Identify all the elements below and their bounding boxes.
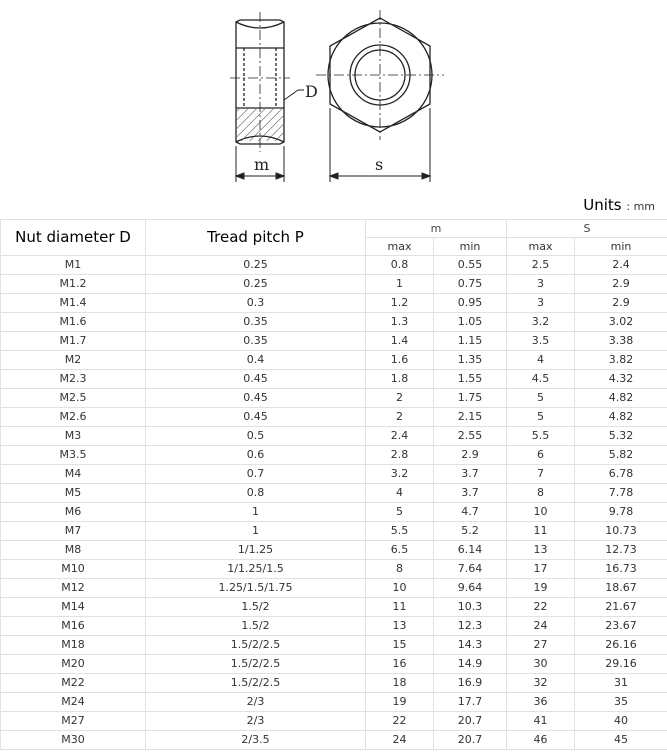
table-row — [1, 256, 667, 275]
cell-nut-diameter: M4 — [1, 465, 146, 484]
header-row-1 — [1, 220, 667, 238]
cell-m-max: 10 — [366, 579, 434, 598]
cell-s-max: 2.5 — [507, 256, 575, 275]
cell-nut-diameter: M1 — [1, 256, 146, 275]
table-row — [1, 294, 667, 313]
m-min-header: min — [434, 238, 507, 256]
cell-nut-diameter: M1.7 — [1, 332, 146, 351]
cell-s-max: 41 — [507, 712, 575, 731]
table-body — [1, 256, 667, 750]
cell-s-min: 35 — [575, 693, 667, 712]
cell-s-min: 3.02 — [575, 313, 667, 332]
cell-thread-pitch: 1.5/2/2.5 — [146, 636, 366, 655]
units-label: Units — [583, 196, 622, 214]
cell-s-max: 24 — [507, 617, 575, 636]
cell-nut-diameter: M10 — [1, 560, 146, 579]
cell-thread-pitch: 1 — [146, 503, 366, 522]
cell-m-min: 6.14 — [434, 541, 507, 560]
cell-s-min: 2.9 — [575, 275, 667, 294]
cell-s-min: 9.78 — [575, 503, 667, 522]
cell-s-min: 21.67 — [575, 598, 667, 617]
group-s: S — [507, 220, 667, 238]
cell-nut-diameter: M3.5 — [1, 446, 146, 465]
cell-s-min: 23.67 — [575, 617, 667, 636]
cell-s-max: 10 — [507, 503, 575, 522]
cell-m-max: 19 — [366, 693, 434, 712]
table-row — [1, 674, 667, 693]
diameter-leader — [284, 90, 304, 100]
cell-m-max: 18 — [366, 674, 434, 693]
cell-s-max: 19 — [507, 579, 575, 598]
table-row — [1, 712, 667, 731]
cell-m-max: 1 — [366, 275, 434, 294]
cell-s-min: 40 — [575, 712, 667, 731]
cell-m-min: 3.7 — [434, 465, 507, 484]
label-d: D — [305, 82, 318, 101]
cell-s-max: 30 — [507, 655, 575, 674]
cell-m-min: 1.35 — [434, 351, 507, 370]
cell-thread-pitch: 0.5 — [146, 427, 366, 446]
table-row — [1, 389, 667, 408]
cell-m-min: 20.7 — [434, 731, 507, 750]
cell-nut-diameter: M12 — [1, 579, 146, 598]
cell-m-min: 16.9 — [434, 674, 507, 693]
table-row — [1, 503, 667, 522]
cell-s-min: 3.38 — [575, 332, 667, 351]
cell-m-max: 16 — [366, 655, 434, 674]
cell-nut-diameter: M6 — [1, 503, 146, 522]
cell-thread-pitch: 0.7 — [146, 465, 366, 484]
cell-nut-diameter: M30 — [1, 731, 146, 750]
cell-thread-pitch: 1 — [146, 522, 366, 541]
group-m: m — [366, 220, 507, 238]
cell-s-max: 17 — [507, 560, 575, 579]
cell-thread-pitch: 2/3.5 — [146, 731, 366, 750]
cell-m-max: 1.2 — [366, 294, 434, 313]
cell-m-max: 2 — [366, 408, 434, 427]
cell-nut-diameter: M5 — [1, 484, 146, 503]
cell-thread-pitch: 0.25 — [146, 256, 366, 275]
table-row — [1, 408, 667, 427]
cell-s-min: 45 — [575, 731, 667, 750]
cell-s-min: 2.9 — [575, 294, 667, 313]
cell-m-min: 3.7 — [434, 484, 507, 503]
cell-m-min: 1.15 — [434, 332, 507, 351]
cell-s-min: 31 — [575, 674, 667, 693]
cell-thread-pitch: 1.25/1.5/1.75 — [146, 579, 366, 598]
cell-nut-diameter: M2.3 — [1, 370, 146, 389]
cell-s-max: 7 — [507, 465, 575, 484]
cell-m-max: 11 — [366, 598, 434, 617]
cell-m-min: 2.15 — [434, 408, 507, 427]
cell-m-min: 0.75 — [434, 275, 507, 294]
cell-m-max: 13 — [366, 617, 434, 636]
table-row — [1, 731, 667, 750]
cell-m-min: 5.2 — [434, 522, 507, 541]
cell-thread-pitch: 1/1.25/1.5 — [146, 560, 366, 579]
table-row — [1, 465, 667, 484]
cell-m-min: 17.7 — [434, 693, 507, 712]
label-s: s — [375, 155, 384, 174]
cell-m-min: 14.9 — [434, 655, 507, 674]
cell-m-max: 1.8 — [366, 370, 434, 389]
table-row — [1, 370, 667, 389]
cell-m-max: 1.3 — [366, 313, 434, 332]
cell-m-max: 2.4 — [366, 427, 434, 446]
cell-s-max: 5 — [507, 389, 575, 408]
cell-m-min: 4.7 — [434, 503, 507, 522]
table-row — [1, 332, 667, 351]
cell-thread-pitch: 2/3 — [146, 693, 366, 712]
cell-thread-pitch: 0.4 — [146, 351, 366, 370]
cell-thread-pitch: 0.35 — [146, 313, 366, 332]
cell-s-max: 3 — [507, 275, 575, 294]
cell-s-max: 3.5 — [507, 332, 575, 351]
table-row — [1, 427, 667, 446]
units-value: mm — [633, 200, 655, 213]
nut-spec-table — [0, 219, 667, 750]
cell-nut-diameter: M8 — [1, 541, 146, 560]
s-max-header: max — [507, 238, 575, 256]
cell-s-min: 5.32 — [575, 427, 667, 446]
hex-nut-drawing — [0, 0, 667, 190]
cell-s-max: 8 — [507, 484, 575, 503]
cell-m-min: 2.55 — [434, 427, 507, 446]
table-row — [1, 275, 667, 294]
cell-nut-diameter: M27 — [1, 712, 146, 731]
cell-nut-diameter: M18 — [1, 636, 146, 655]
m-max-header: max — [366, 238, 434, 256]
cell-s-min: 12.73 — [575, 541, 667, 560]
cell-nut-diameter: M20 — [1, 655, 146, 674]
cell-nut-diameter: M7 — [1, 522, 146, 541]
cell-m-max: 5 — [366, 503, 434, 522]
table-row — [1, 636, 667, 655]
cell-s-min: 6.78 — [575, 465, 667, 484]
cell-thread-pitch: 1.5/2 — [146, 598, 366, 617]
cell-s-max: 5 — [507, 408, 575, 427]
cell-s-min: 4.82 — [575, 408, 667, 427]
cell-m-min: 1.05 — [434, 313, 507, 332]
cell-s-min: 26.16 — [575, 636, 667, 655]
cell-thread-pitch: 0.45 — [146, 389, 366, 408]
cell-thread-pitch: 0.45 — [146, 408, 366, 427]
cell-thread-pitch: 0.3 — [146, 294, 366, 313]
cell-thread-pitch: 0.25 — [146, 275, 366, 294]
table-row — [1, 560, 667, 579]
cell-m-max: 1.6 — [366, 351, 434, 370]
cell-s-max: 3 — [507, 294, 575, 313]
table-row — [1, 598, 667, 617]
table-row — [1, 541, 667, 560]
cell-m-min: 1.75 — [434, 389, 507, 408]
cell-nut-diameter: M24 — [1, 693, 146, 712]
cell-s-max: 5.5 — [507, 427, 575, 446]
table-row — [1, 579, 667, 598]
cell-nut-diameter: M16 — [1, 617, 146, 636]
cell-m-max: 2.8 — [366, 446, 434, 465]
cell-thread-pitch: 0.6 — [146, 446, 366, 465]
cell-s-min: 5.82 — [575, 446, 667, 465]
col-nut-diameter: Nut diameter D — [1, 220, 146, 256]
cell-thread-pitch: 2/3 — [146, 712, 366, 731]
units-note: Units : mm — [583, 196, 655, 214]
cell-nut-diameter: M3 — [1, 427, 146, 446]
table-row — [1, 484, 667, 503]
cell-m-min: 12.3 — [434, 617, 507, 636]
cell-s-min: 4.82 — [575, 389, 667, 408]
cell-m-min: 7.64 — [434, 560, 507, 579]
cell-s-min: 3.82 — [575, 351, 667, 370]
cell-nut-diameter: M1.4 — [1, 294, 146, 313]
cell-s-max: 13 — [507, 541, 575, 560]
cell-m-min: 0.95 — [434, 294, 507, 313]
cell-nut-diameter: M14 — [1, 598, 146, 617]
cell-m-max: 3.2 — [366, 465, 434, 484]
cell-m-max: 2 — [366, 389, 434, 408]
cell-s-min: 10.73 — [575, 522, 667, 541]
s-min-header: min — [575, 238, 667, 256]
cell-s-max: 4 — [507, 351, 575, 370]
cell-thread-pitch: 0.8 — [146, 484, 366, 503]
cell-s-min: 18.67 — [575, 579, 667, 598]
cell-s-max: 46 — [507, 731, 575, 750]
cell-s-max: 3.2 — [507, 313, 575, 332]
table-row — [1, 313, 667, 332]
cell-s-min: 16.73 — [575, 560, 667, 579]
label-m: m — [254, 155, 270, 174]
cell-s-max: 36 — [507, 693, 575, 712]
col-thread-pitch: Tread pitch P — [146, 220, 366, 256]
cell-m-max: 0.8 — [366, 256, 434, 275]
cell-nut-diameter: M1.6 — [1, 313, 146, 332]
table-row — [1, 693, 667, 712]
cell-m-min: 2.9 — [434, 446, 507, 465]
cell-thread-pitch: 1.5/2/2.5 — [146, 674, 366, 693]
cell-s-max: 4.5 — [507, 370, 575, 389]
cell-m-max: 4 — [366, 484, 434, 503]
cell-s-max: 11 — [507, 522, 575, 541]
cell-m-max: 6.5 — [366, 541, 434, 560]
cell-nut-diameter: M2.5 — [1, 389, 146, 408]
cell-m-min: 9.64 — [434, 579, 507, 598]
cell-s-min: 29.16 — [575, 655, 667, 674]
cell-nut-diameter: M2.6 — [1, 408, 146, 427]
cell-thread-pitch: 1.5/2/2.5 — [146, 655, 366, 674]
cell-s-min: 4.32 — [575, 370, 667, 389]
cell-s-max: 22 — [507, 598, 575, 617]
cell-m-max: 22 — [366, 712, 434, 731]
cell-m-max: 1.4 — [366, 332, 434, 351]
table-row — [1, 522, 667, 541]
cell-m-max: 15 — [366, 636, 434, 655]
nut-front-view — [316, 10, 444, 140]
table-row — [1, 351, 667, 370]
cell-thread-pitch: 1.5/2 — [146, 617, 366, 636]
cell-s-min: 2.4 — [575, 256, 667, 275]
cell-s-max: 6 — [507, 446, 575, 465]
cell-nut-diameter: M22 — [1, 674, 146, 693]
cell-m-min: 14.3 — [434, 636, 507, 655]
cell-thread-pitch: 0.35 — [146, 332, 366, 351]
table-row — [1, 655, 667, 674]
cell-m-max: 5.5 — [366, 522, 434, 541]
cell-s-min: 7.78 — [575, 484, 667, 503]
cell-m-min: 1.55 — [434, 370, 507, 389]
cell-thread-pitch: 0.45 — [146, 370, 366, 389]
cell-nut-diameter: M2 — [1, 351, 146, 370]
cell-m-max: 24 — [366, 731, 434, 750]
cell-nut-diameter: M1.2 — [1, 275, 146, 294]
cell-s-max: 27 — [507, 636, 575, 655]
cell-thread-pitch: 1/1.25 — [146, 541, 366, 560]
cell-m-min: 0.55 — [434, 256, 507, 275]
thread-section-hatch — [237, 109, 283, 141]
cell-m-min: 10.3 — [434, 598, 507, 617]
cell-m-min: 20.7 — [434, 712, 507, 731]
cell-s-max: 32 — [507, 674, 575, 693]
cell-m-max: 8 — [366, 560, 434, 579]
table-row — [1, 446, 667, 465]
table-row — [1, 617, 667, 636]
